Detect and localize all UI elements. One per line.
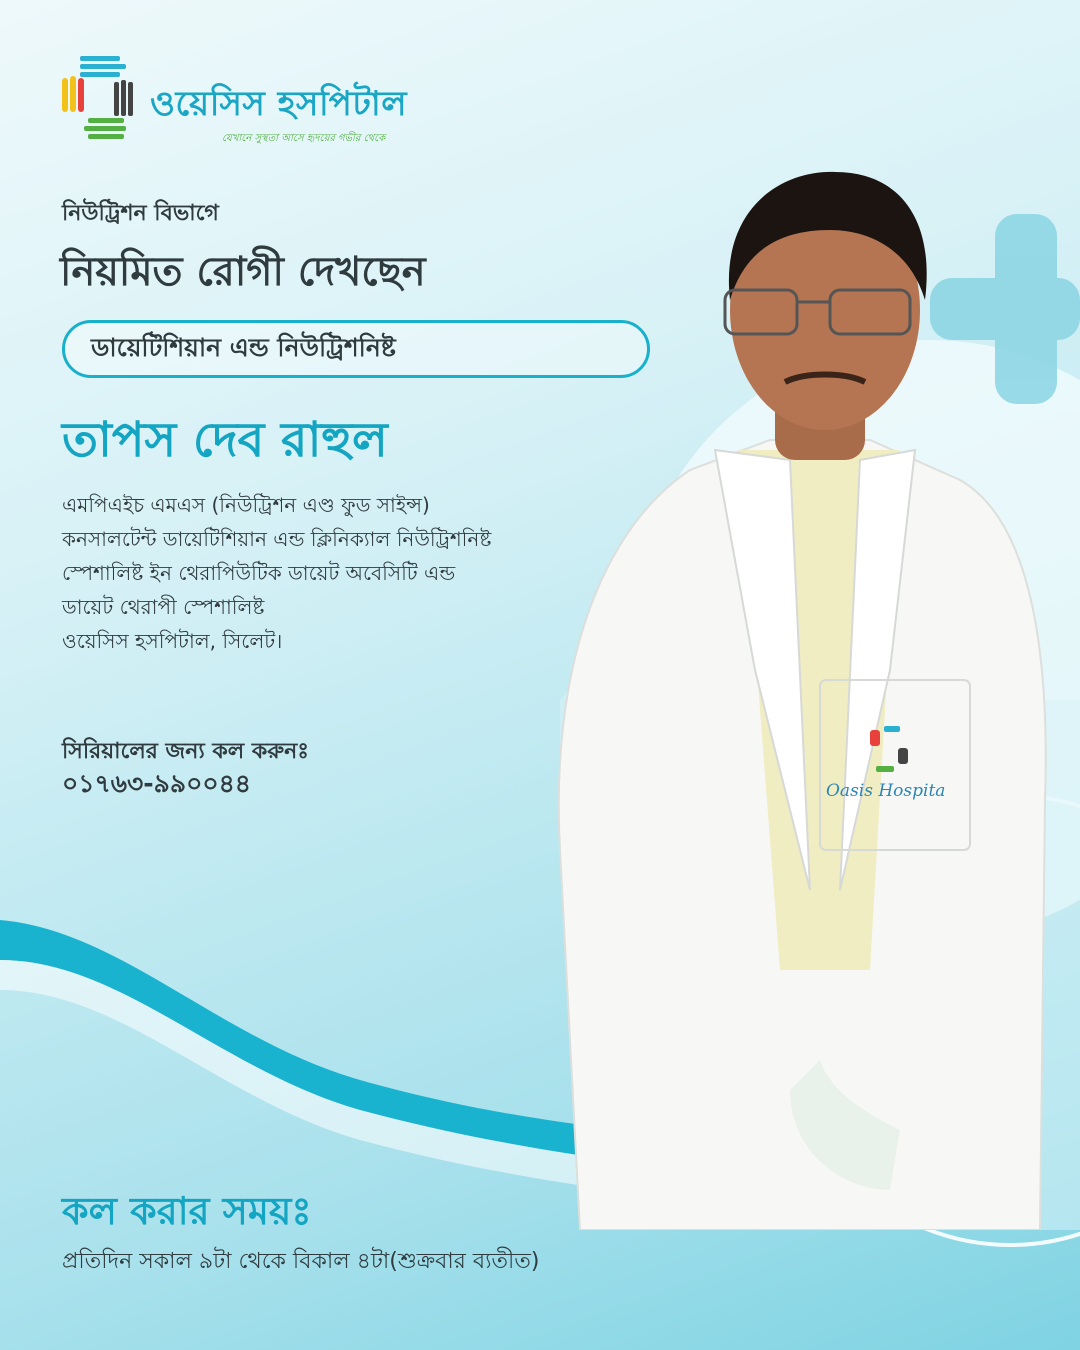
call-time-label: কল করার সময়ঃ [62,1189,312,1233]
credentials-list [62,488,622,658]
credential-line: ওয়েসিস হসপিটাল, সিলেট। [62,629,283,653]
department-label: নিউট্রিশন বিভাগে [62,201,219,226]
hands-logo-icon [58,52,153,147]
credential-line: ডায়েট থেরাপী স্পেশালিষ্ট [62,595,265,619]
credential-line: এমপিএইচ এমএস (নিউট্রিশন এণ্ড ফুড সাইন্স) [62,493,430,517]
coat-logo-text: Oasis Hospita [826,781,946,801]
headline: নিয়মিত রোগী দেখছেন [60,249,426,295]
designation-text: ডায়েটিশিয়ান এন্ড নিউট্রিশনিষ্ট [91,332,396,362]
credential-line: স্পেশালিষ্ট ইন থেরাপিউটিক ডায়েট অবেসিটি এন্ড [62,561,456,585]
doctor-name: তাপস দেব রাহুল [62,412,388,468]
serial-phone[interactable]: ০১৭৬৩-৯৯০০৪৪ [62,769,252,798]
serial-label: সিরিয়ালের জন্য কল করুনঃ [62,739,309,764]
call-time-value: প্রতিদিন সকাল ৯টা থেকে বিকাল ৪টা(শুক্রবার ব্যতীত) [62,1249,540,1274]
credential-line: কনসালটেন্ট ডায়েটিশিয়ান এন্ড ক্লিনিক্যাল নিউট্রিশনিষ্ট [62,527,492,551]
doctor-photo [540,150,1060,1230]
logo-tagline: যেখানে সুস্থতা আসে হৃদয়ের গভীর থেকে [222,133,386,144]
logo-name: ওয়েসিস হসপিটাল [150,84,408,124]
